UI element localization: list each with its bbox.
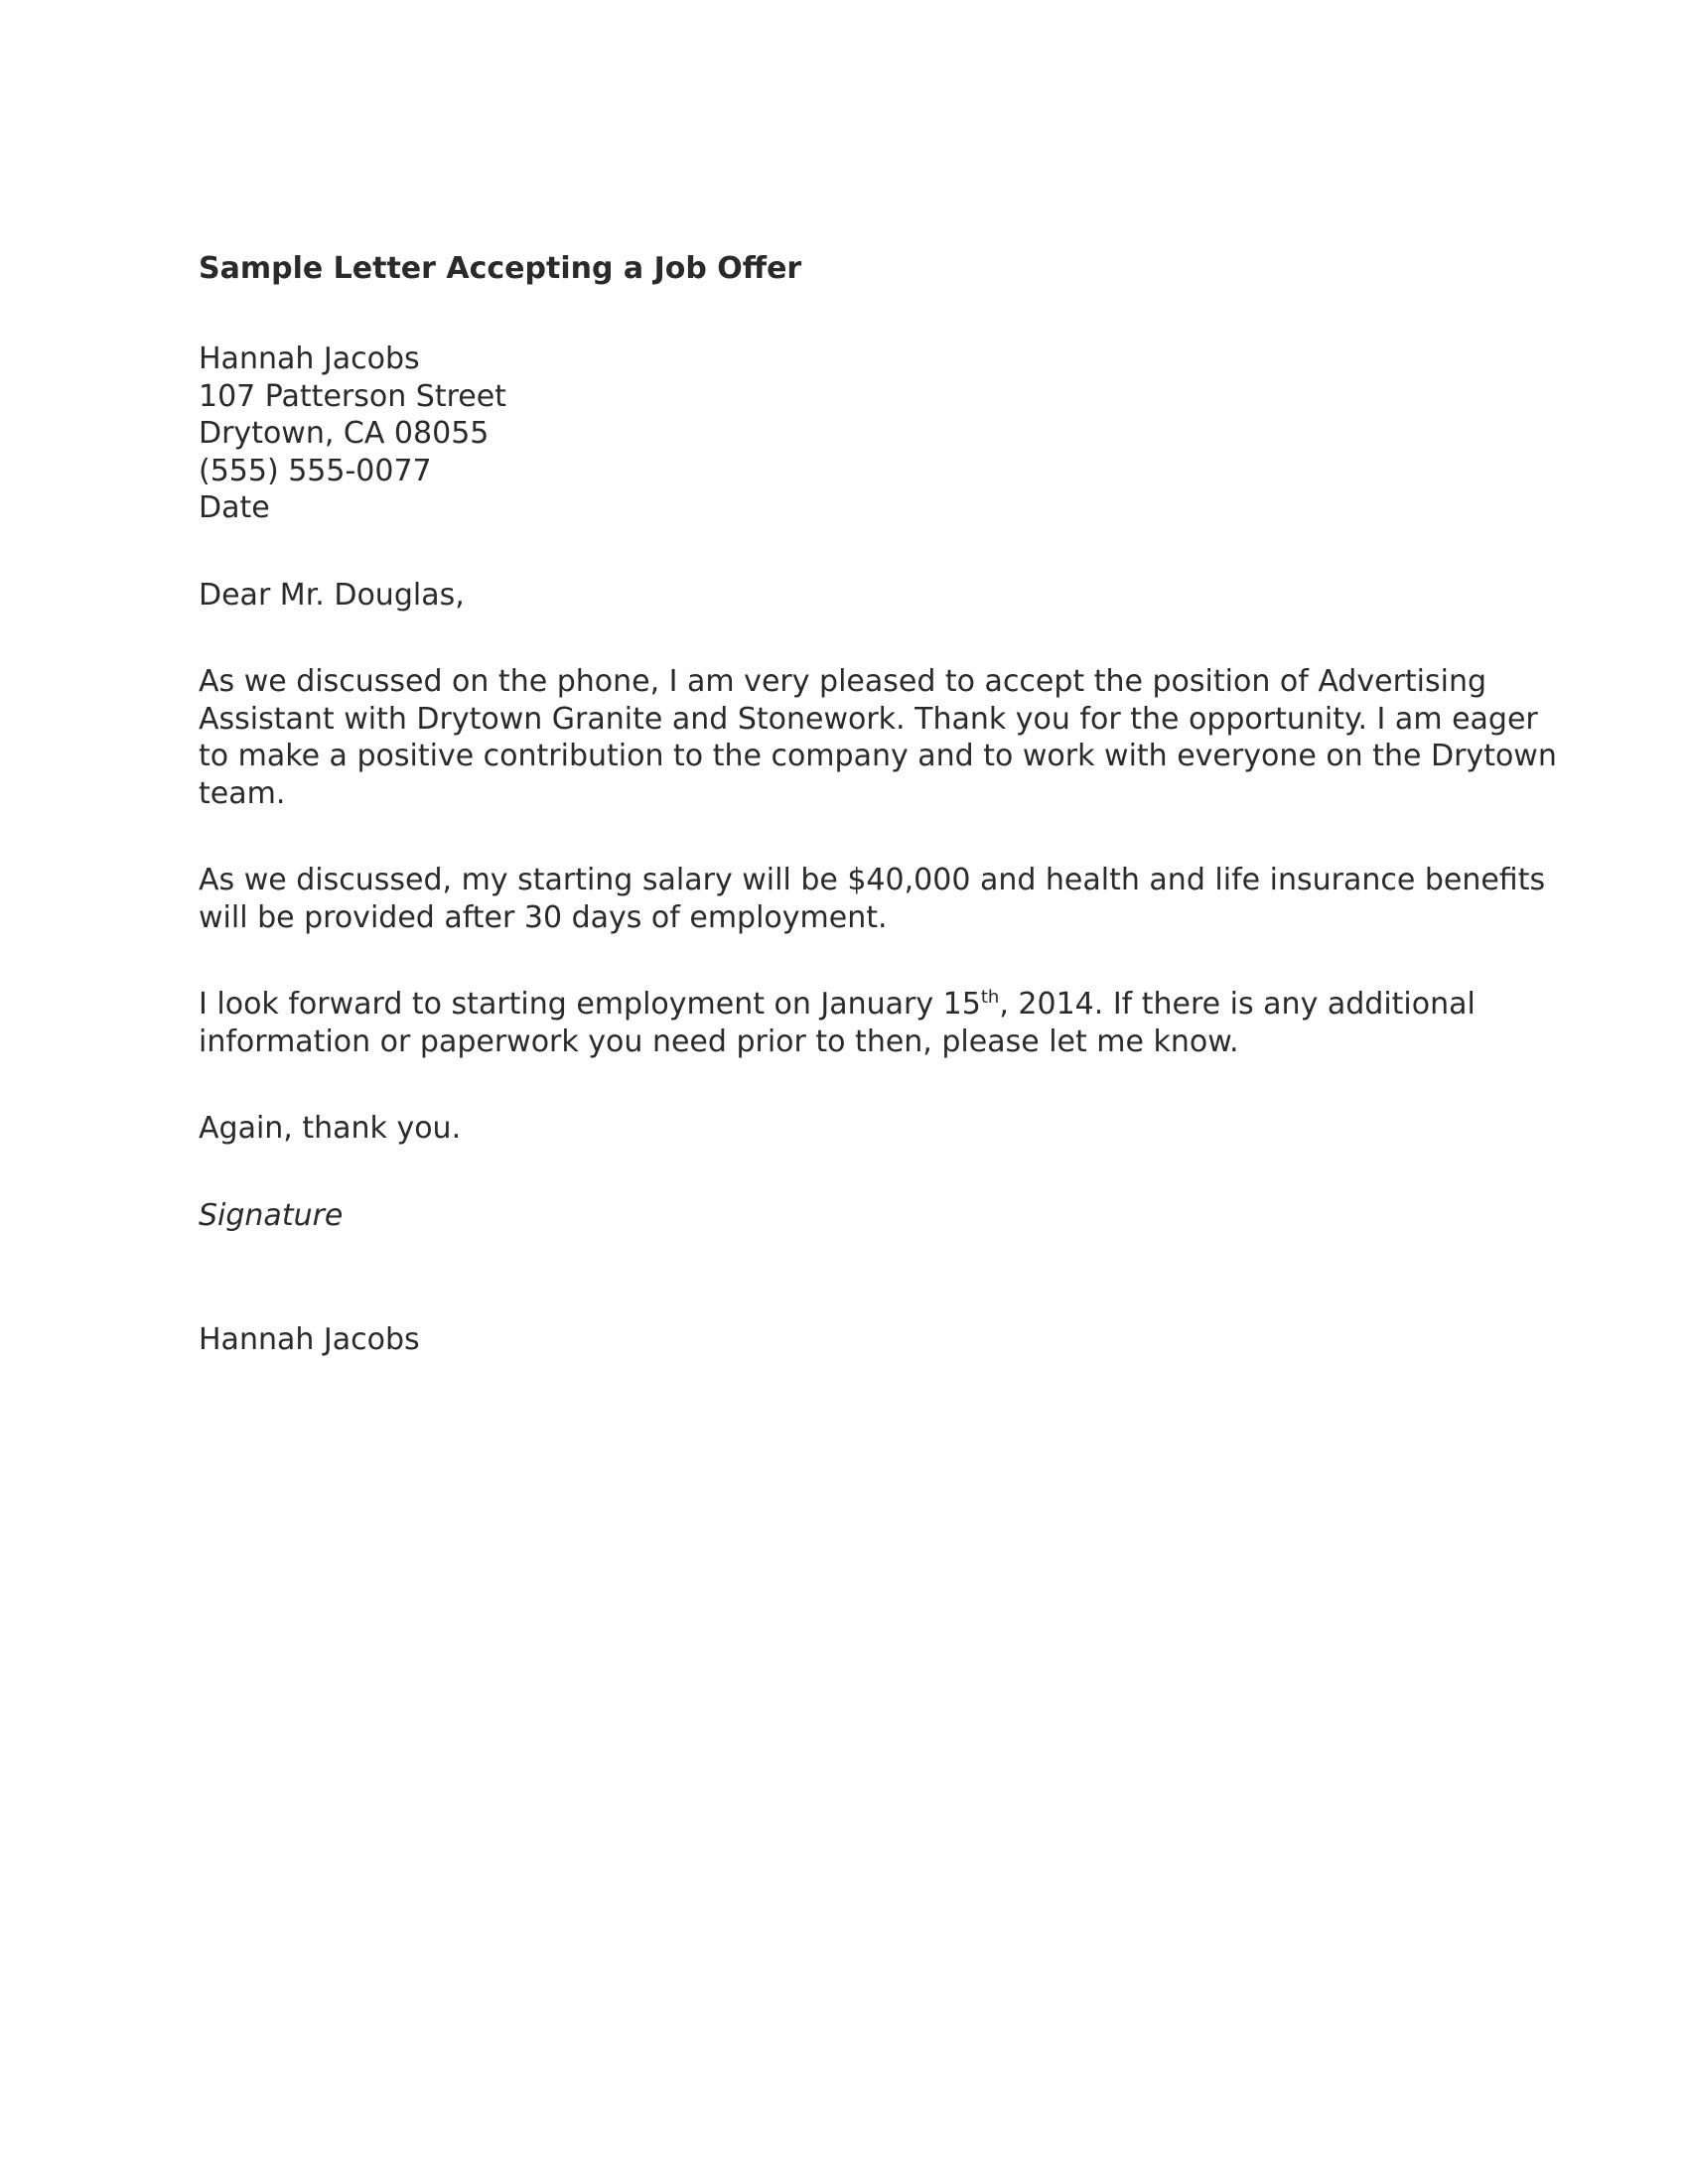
ordinal-superscript: th (980, 987, 1000, 1008)
paragraph-line: team. (199, 775, 286, 811)
letter-greeting: Dear Mr. Douglas, (199, 577, 465, 613)
paragraph-line: Assistant with Drytown Granite and Stonework. Thank you for the opportunity. I am eager (199, 701, 1538, 737)
letter-title: Sample Letter Accepting a Job Offer (199, 251, 802, 286)
compensation-paragraph (199, 862, 1546, 936)
paragraph-line: As we discussed on the phone, I am very pleased to accept the position of Advertising (199, 664, 1487, 699)
signature-placeholder: Signature (199, 1197, 344, 1233)
start-date-suffix: , 2014. If there is any additional (999, 987, 1476, 1022)
sender-name: Hannah Jacobs (199, 341, 420, 376)
paragraph-line: to make a positive contribution to the company and to work with everyone on the Drytown (199, 739, 1557, 773)
paragraph-line: As we discussed, my starting salary will be $40,000 and health and life insurance benefits (199, 863, 1546, 897)
sender-phone: (555) 555-0077 (199, 453, 432, 488)
sender-contact-block (199, 341, 1489, 527)
job-offer-acceptance-letter (199, 247, 1557, 1359)
letter-closing: Again, thank you. (199, 1111, 462, 1146)
start-date-prefix: I look forward to starting employment on January 15 (199, 987, 981, 1022)
paragraph-line: will be provided after 30 days of employment. (199, 899, 888, 935)
letter-date-placeholder: Date (199, 490, 270, 525)
start-date-line (199, 986, 1489, 1024)
signer-name: Hannah Jacobs (199, 1322, 420, 1357)
sender-street-address: 107 Patterson Street (199, 378, 506, 414)
paragraph-line: information or paperwork you need prior to then, please let me know. (199, 1024, 1239, 1059)
acceptance-paragraph (199, 663, 1557, 812)
start-date-paragraph (199, 986, 1489, 1060)
sender-city-state-zip: Drytown, CA 08055 (199, 416, 490, 451)
